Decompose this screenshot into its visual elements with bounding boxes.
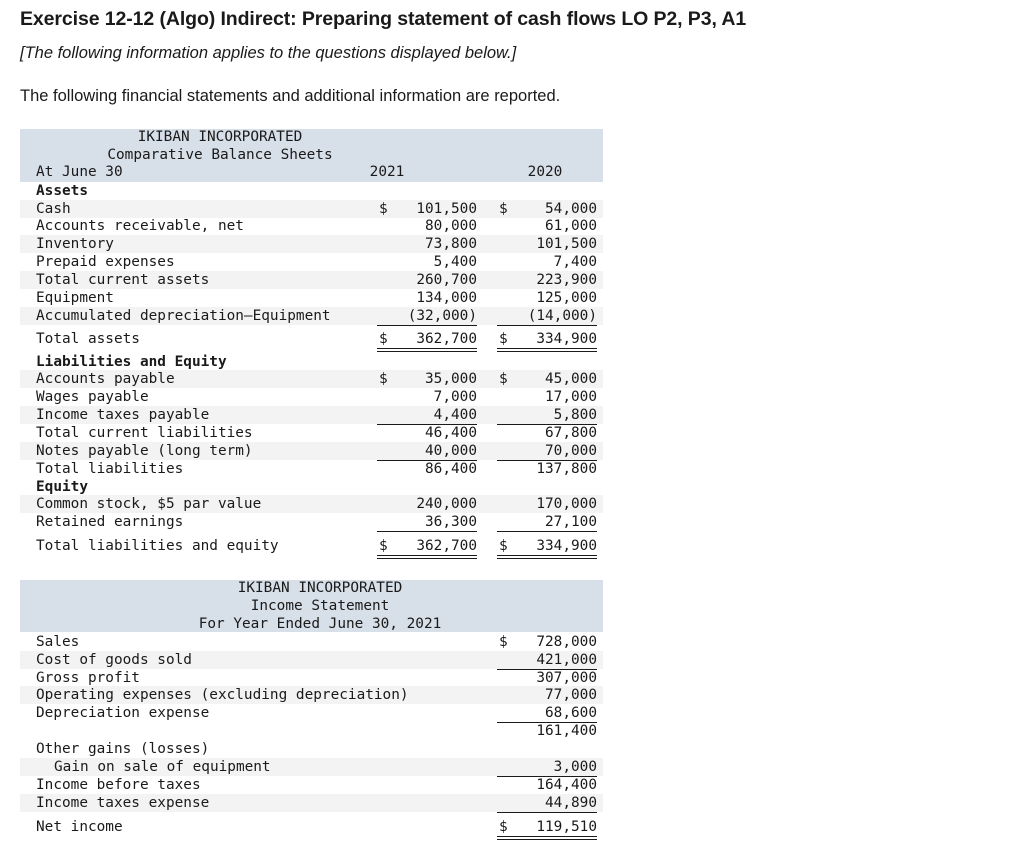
- balance-sheet-row: [20, 307, 603, 325]
- value-prior-year: [497, 460, 597, 478]
- amount: (14,000): [527, 308, 597, 324]
- value-current-year: [377, 271, 477, 289]
- value-current-year: [377, 235, 477, 253]
- value-current-year: [377, 460, 477, 478]
- amount: 260,700: [416, 272, 477, 288]
- balance-sheet-row: [20, 289, 603, 307]
- value-prior-year: [497, 495, 597, 513]
- amount: 5,400: [433, 254, 477, 270]
- balance-sheet-row: [20, 182, 603, 200]
- row-label: Accumulated depreciation—Equipment: [36, 308, 331, 324]
- currency-symbol: $: [499, 634, 508, 650]
- income-statement-period: For Year Ended June 30, 2021: [198, 616, 442, 632]
- amount: 119,510: [536, 819, 597, 835]
- currency-symbol: $: [379, 331, 388, 347]
- balance-sheet-row: [20, 537, 603, 555]
- value-current-year: [377, 495, 477, 513]
- row-label: Total liabilities and equity: [36, 538, 279, 554]
- row-label: Depreciation expense: [36, 705, 210, 721]
- value-current-year: [377, 200, 477, 218]
- amount: 77,000: [545, 687, 597, 703]
- row-label: Gross profit: [36, 670, 140, 686]
- value-current-year: [377, 330, 477, 348]
- value-prior-year: [497, 758, 597, 776]
- amount: 240,000: [416, 496, 477, 512]
- amount: 161,400: [536, 723, 597, 739]
- value-current-year: [377, 406, 477, 424]
- amount: 101,500: [416, 201, 477, 217]
- value-prior-year: [497, 307, 597, 325]
- income-statement-row: [20, 651, 603, 669]
- amount: 362,700: [416, 331, 477, 347]
- value-current-year: [377, 442, 477, 460]
- value-prior-year: [497, 235, 597, 253]
- balance-sheet-row: [20, 253, 603, 271]
- income-statement-row: [20, 669, 603, 687]
- income-statement-row: [20, 818, 603, 836]
- currency-symbol: $: [499, 371, 508, 387]
- balance-sheet-row: [20, 271, 603, 289]
- row-label: Equity: [36, 479, 88, 495]
- value-current-year: [377, 370, 477, 388]
- income-statement-row: [20, 758, 603, 776]
- row-label: Income taxes payable: [36, 407, 210, 423]
- amount: 137,800: [536, 461, 597, 477]
- amount: 45,000: [545, 371, 597, 387]
- amount: 40,000: [425, 443, 477, 459]
- row-label: Cost of goods sold: [36, 652, 192, 668]
- currency-symbol: $: [379, 538, 388, 554]
- balance-sheet-row: [20, 442, 603, 460]
- balance-sheet-row: [20, 370, 603, 388]
- row-label: Total current liabilities: [36, 425, 253, 441]
- value-prior-year: [497, 388, 597, 406]
- amount: 73,800: [425, 236, 477, 252]
- row-label: Net income: [36, 819, 123, 835]
- amount: 728,000: [536, 634, 597, 650]
- balance-sheet-row: [20, 235, 603, 253]
- exercise-title: Exercise 12-12 (Algo) Indirect: Preparing statement of cash flows LO P2, P3, A1: [20, 8, 747, 30]
- balance-sheet-row: [20, 513, 603, 531]
- amount: 70,000: [545, 443, 597, 459]
- income-statement-row: [20, 633, 603, 651]
- income-statement-row: [20, 740, 603, 758]
- row-label: Total current assets: [36, 272, 210, 288]
- value-current-year: [377, 424, 477, 442]
- value-current-year: [377, 253, 477, 271]
- income-statement-row: [20, 722, 603, 740]
- value-prior-year: [497, 513, 597, 531]
- value-prior-year: [497, 330, 597, 348]
- amount: 7,400: [553, 254, 597, 270]
- amount: 7,000: [433, 389, 477, 405]
- row-label: Wages payable: [36, 389, 149, 405]
- amount: 134,000: [416, 290, 477, 306]
- currency-symbol: $: [499, 201, 508, 217]
- balance-sheet-row: [20, 200, 603, 218]
- row-label: Retained earnings: [36, 514, 184, 530]
- value-prior-year: [497, 537, 597, 555]
- balance-sheet-row: [20, 495, 603, 513]
- value-prior-year: [497, 722, 597, 740]
- row-label: Equipment: [36, 290, 114, 306]
- amount: 17,000: [545, 389, 597, 405]
- row-label: Other gains (losses): [36, 741, 210, 757]
- row-label: Common stock, $5 par value: [36, 496, 262, 512]
- row-label: Income taxes expense: [36, 795, 210, 811]
- value-prior-year: [497, 651, 597, 669]
- currency-symbol: $: [379, 201, 388, 217]
- balance-sheet-row: [20, 478, 603, 496]
- amount: 3,000: [553, 759, 597, 775]
- row-label: Gain on sale of equipment: [54, 759, 271, 775]
- amount: 421,000: [536, 652, 597, 668]
- amount: 334,900: [536, 331, 597, 347]
- row-label: Sales: [36, 634, 80, 650]
- row-label: Total liabilities: [36, 461, 184, 477]
- value-prior-year: [497, 271, 597, 289]
- value-prior-year: [497, 253, 597, 271]
- balance-sheet-row: [20, 460, 603, 478]
- amount: 4,400: [433, 407, 477, 423]
- currency-symbol: $: [379, 371, 388, 387]
- currency-symbol: $: [499, 538, 508, 554]
- amount: 223,900: [536, 272, 597, 288]
- row-label: Liabilities and Equity: [36, 354, 227, 370]
- balance-sheet-title: Comparative Balance Sheets: [107, 147, 333, 163]
- row-label: Prepaid expenses: [36, 254, 175, 270]
- income-statement-title: Income Statement: [250, 598, 390, 614]
- value-prior-year: [497, 424, 597, 442]
- value-current-year: [377, 388, 477, 406]
- balance-sheet-row: [20, 330, 603, 348]
- amount: 125,000: [536, 290, 597, 306]
- currency-symbol: $: [499, 331, 508, 347]
- amount: 46,400: [425, 425, 477, 441]
- amount: 67,800: [545, 425, 597, 441]
- balance-sheet-period-label: At June 30: [36, 164, 123, 180]
- value-prior-year: [497, 370, 597, 388]
- row-label: Inventory: [36, 236, 114, 252]
- amount: 35,000: [425, 371, 477, 387]
- income-statement-row: [20, 776, 603, 794]
- row-label: Operating expenses (excluding depreciation): [36, 687, 409, 703]
- value-prior-year: [497, 442, 597, 460]
- value-prior-year: [497, 200, 597, 218]
- balance-sheet-row: [20, 406, 603, 424]
- amount: 61,000: [545, 218, 597, 234]
- exercise-intro: The following financial statements and additional information are reported.: [20, 87, 561, 105]
- income-statement-row: [20, 704, 603, 722]
- value-prior-year: [497, 289, 597, 307]
- amount: 80,000: [425, 218, 477, 234]
- row-label: Assets: [36, 183, 88, 199]
- value-prior-year: [497, 633, 597, 651]
- amount: 170,000: [536, 496, 597, 512]
- income-statement-row: [20, 794, 603, 812]
- amount: 44,890: [545, 795, 597, 811]
- row-label: Notes payable (long term): [36, 443, 253, 459]
- value-current-year: [377, 307, 477, 325]
- income-statement-company: IKIBAN INCORPORATED: [237, 580, 403, 596]
- value-prior-year: [497, 669, 597, 687]
- amount: 68,600: [545, 705, 597, 721]
- value-prior-year: [497, 217, 597, 235]
- balance-sheet-col-2021: 2021: [369, 164, 405, 180]
- value-current-year: [377, 217, 477, 235]
- amount: (32,000): [407, 308, 477, 324]
- row-label: Accounts receivable, net: [36, 218, 244, 234]
- amount: 101,500: [536, 236, 597, 252]
- balance-sheet-row: [20, 388, 603, 406]
- balance-sheet-row: [20, 424, 603, 442]
- value-current-year: [377, 537, 477, 555]
- amount: 164,400: [536, 777, 597, 793]
- row-label: Income before taxes: [36, 777, 201, 793]
- balance-sheet-header: [20, 129, 603, 182]
- value-current-year: [377, 289, 477, 307]
- balance-sheet-company: IKIBAN INCORPORATED: [137, 129, 303, 145]
- income-statement-header: [20, 580, 603, 632]
- amount: 36,300: [425, 514, 477, 530]
- currency-symbol: $: [499, 819, 508, 835]
- amount: 54,000: [545, 201, 597, 217]
- row-label: Total assets: [36, 331, 140, 347]
- exercise-note: [The following information applies to the questions displayed below.]: [20, 44, 517, 62]
- value-prior-year: [497, 704, 597, 722]
- value-prior-year: [497, 686, 597, 704]
- amount: 27,100: [545, 514, 597, 530]
- value-prior-year: [497, 406, 597, 424]
- row-label: Cash: [36, 201, 71, 217]
- balance-sheet-row: [20, 217, 603, 235]
- value-prior-year: [497, 776, 597, 794]
- value-prior-year: [497, 818, 597, 836]
- value-current-year: [377, 513, 477, 531]
- amount: 86,400: [425, 461, 477, 477]
- amount: 307,000: [536, 670, 597, 686]
- amount: 5,800: [553, 407, 597, 423]
- value-prior-year: [497, 794, 597, 812]
- amount: 334,900: [536, 538, 597, 554]
- amount: 362,700: [416, 538, 477, 554]
- balance-sheet-row: [20, 353, 603, 371]
- row-label: Accounts payable: [36, 371, 175, 387]
- income-statement-row: [20, 686, 603, 704]
- balance-sheet-col-2020: 2020: [527, 164, 563, 180]
